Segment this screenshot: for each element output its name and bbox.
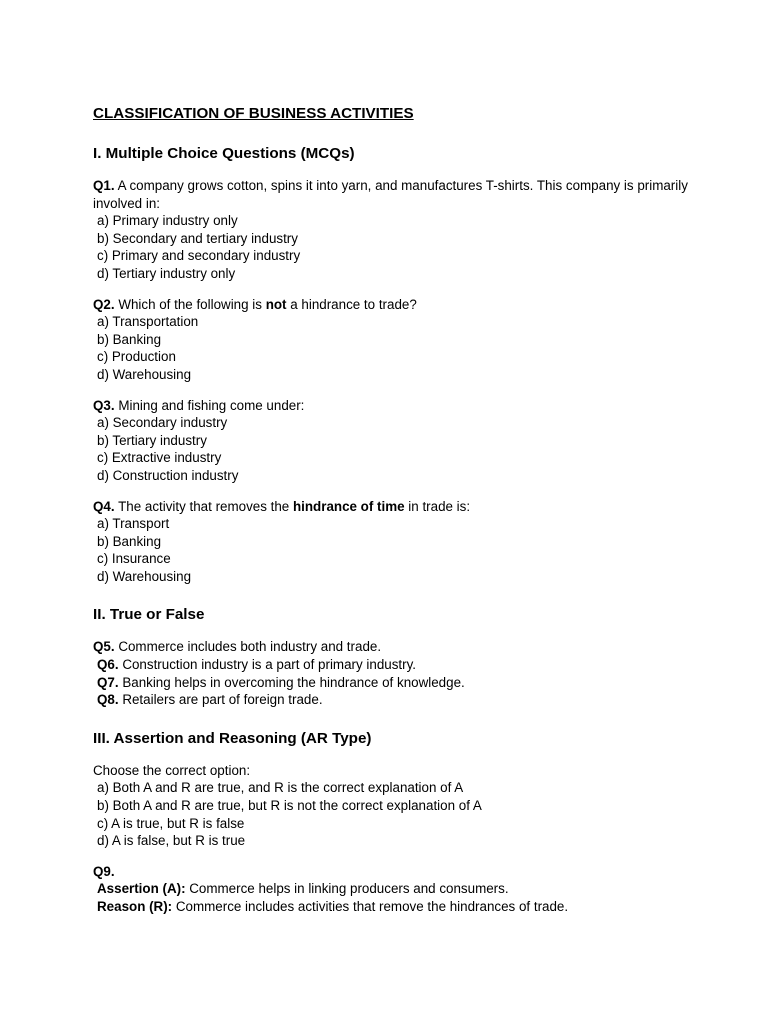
assertion-option-a: a) Both A and R are true, and R is the correct explanation of A	[97, 780, 464, 796]
question-body-end: in trade is:	[404, 498, 471, 514]
question-emphasis: not	[265, 296, 287, 312]
option-q2-b: b) Banking	[97, 331, 162, 347]
assertion-intro: Choose the correct option:	[93, 762, 251, 778]
option-q1-c: c) Primary and secondary industry	[97, 248, 301, 264]
question-body: The activity that removes the	[114, 498, 293, 514]
question-q2-text	[93, 296, 693, 314]
question-body: A company grows cotton, spins it into yarn, and manufactures T-shirts. This company is primarily involved in:	[93, 178, 688, 211]
question-emphasis: hindrance of time	[292, 498, 405, 514]
question-q3-text	[93, 397, 693, 415]
true-false-q6	[93, 656, 693, 674]
document-page	[93, 104, 693, 916]
option-q4-c: c) Insurance	[97, 551, 171, 567]
document-title: CLASSIFICATION OF BUSINESS ACTIVITIES	[93, 105, 414, 122]
option-q3-b: b) Tertiary industry	[97, 432, 207, 448]
reason-text: Commerce includes activities that remove the hindrances of trade.	[172, 899, 569, 914]
question-q4	[93, 498, 693, 586]
option-q3-a: a) Secondary industry	[97, 415, 228, 431]
question-q1	[93, 177, 693, 283]
option-q3-d: d) Construction industry	[97, 467, 239, 483]
question-body: Mining and fishing come under:	[114, 397, 305, 413]
question-q1-text	[93, 177, 693, 212]
option-q1-b: b) Secondary and tertiary industry	[97, 230, 298, 246]
true-false-q5	[93, 638, 693, 656]
assertion-option-c: c) A is true, but R is false	[97, 815, 245, 831]
assertion-text: Commerce helps in linking producers and consumers.	[185, 881, 509, 897]
question-q2	[93, 296, 693, 384]
question-q9-number	[93, 863, 693, 881]
question-number: Q6.	[97, 657, 119, 673]
assertion-option-b: b) Both A and R are true, but R is not the correct explanation of A	[97, 798, 482, 814]
statement-text: Construction industry is a part of primary industry.	[118, 657, 417, 673]
question-body-end: a hindrance to trade?	[286, 296, 417, 312]
statement-text: Commerce includes both industry and trade.	[114, 639, 382, 655]
question-number: Q7.	[97, 674, 119, 690]
true-false-q8	[93, 691, 693, 709]
question-number: Q3.	[93, 397, 115, 413]
assertion-options	[93, 762, 693, 850]
question-number: Q1.	[93, 178, 115, 193]
assertion-option-d: d) A is false, but R is true	[97, 833, 246, 849]
reason-label: Reason (R):	[97, 899, 173, 914]
true-false-list	[93, 638, 693, 708]
q9-assertion	[93, 880, 693, 898]
section-heading-assertion: III. Assertion and Reasoning (AR Type)	[93, 729, 372, 747]
option-q4-b: b) Banking	[97, 533, 162, 549]
question-number: Q5.	[93, 639, 115, 655]
section-heading-mcq: I. Multiple Choice Questions (MCQs)	[93, 145, 355, 162]
question-number: Q4.	[93, 498, 115, 514]
q9-reason	[93, 898, 693, 916]
question-number: Q2.	[93, 296, 115, 312]
statement-text: Retailers are part of foreign trade.	[118, 692, 323, 708]
option-q3-c: c) Extractive industry	[97, 450, 222, 466]
question-body: Which of the following is	[114, 296, 266, 312]
statement-text: Banking helps in overcoming the hindrance of knowledge.	[118, 674, 465, 690]
question-number: Q9.	[93, 863, 115, 879]
option-q1-a: a) Primary industry only	[97, 213, 238, 229]
question-q4-text	[93, 498, 693, 516]
question-q3	[93, 397, 693, 485]
section-heading-true-false: II. True or False	[93, 606, 205, 624]
question-q9	[93, 863, 693, 916]
option-q4-a: a) Transport	[97, 516, 170, 532]
option-q1-d: d) Tertiary industry only	[97, 265, 236, 281]
option-q2-a: a) Transportation	[97, 314, 199, 330]
true-false-q7	[93, 674, 693, 692]
option-q2-d: d) Warehousing	[97, 366, 192, 382]
assertion-label: Assertion (A):	[97, 881, 186, 897]
option-q4-d: d) Warehousing	[97, 568, 192, 584]
question-number: Q8.	[97, 692, 119, 708]
option-q2-c: c) Production	[97, 349, 176, 365]
